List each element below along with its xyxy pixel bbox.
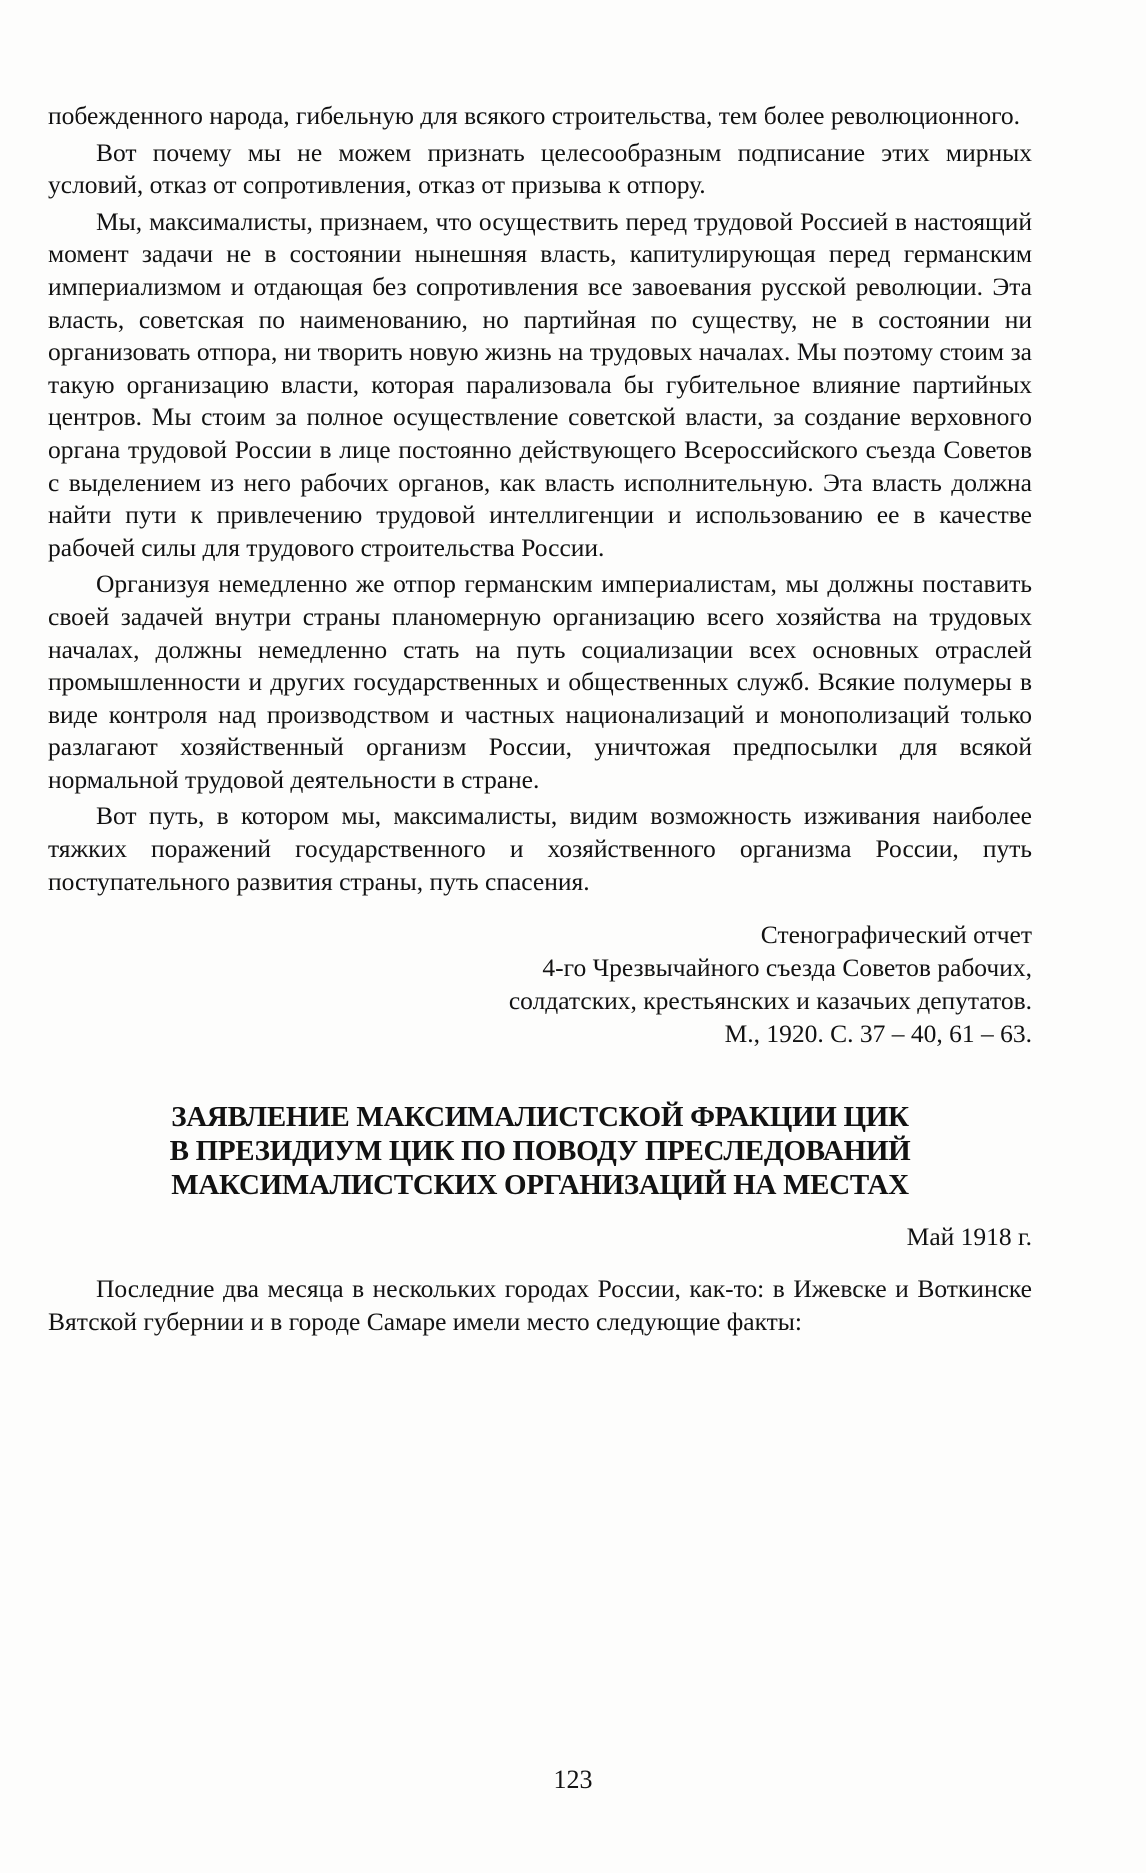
- source-citation: [48, 918, 1032, 1050]
- paragraph-1: побежденного народа, гибельную для всякого строительства, тем более революционного.: [48, 101, 1021, 130]
- paragraph-5: Вот путь, в котором мы, максималисты, видим возможность изживания наиболее тяжких поражений государственного и хозяйственного организма России, путь поступательного развития страны, путь спасения.: [48, 801, 1032, 896]
- paragraph-3: Мы, максималисты, признаем, что осуществить перед трудовой Россией в настоящий момент задачи не в состоянии нынешняя власть, капитулирующая перед германским империализмом и отдающая без сопротивления все завоевания русской революции. Эта власть, советская по наименованию, но партийная по существу, не в состоянии ни организовать отпора, ни творить новую жизнь на трудовых началах. Мы поэтому стоим за такую организацию власти, которая парализовала бы губительное влияние партийных центров. Мы стоим за полное осуществление советской власти, за создание верховного органа трудовой России в лице постоянно действующего Всероссийского съезда Советов с выделением из него рабочих органов, как власть исполнительную. Эта власть должна найти пути к привлечению трудовой интеллигенции и использованию ее в качестве рабочей силы для трудового строительства России.: [48, 206, 1032, 562]
- paragraph-after-heading: Последние два месяца в нескольких городах России, как-то: в Ижевске и Воткинске Вятской губернии и в городе Самаре имели место следующие факты:: [48, 1274, 1032, 1336]
- heading-line-3: МАКСИМАЛИСТСКИХ ОРГАНИЗАЦИЙ НА МЕСТАХ: [171, 1169, 909, 1202]
- source-line-1: Стенографический отчет: [760, 920, 1032, 950]
- page-number: 123: [553, 1765, 593, 1794]
- source-line-4: М., 1920. С. 37 – 40, 61 – 63.: [724, 1019, 1032, 1049]
- heading-line-1: ЗАЯВЛЕНИЕ МАКСИМАЛИСТСКОЙ ФРАКЦИИ ЦИК: [171, 1101, 909, 1134]
- source-line-3: солдатских, крестьянских и казачьих депутатов.: [508, 986, 1032, 1016]
- heading-line-2: В ПРЕЗИДИУМ ЦИК ПО ПОВОДУ ПРЕСЛЕДОВАНИЙ: [169, 1135, 911, 1168]
- paragraph-4: Организуя немедленно же отпор германским империалистам, мы должны поставить своей задачей внутри страны планомерную организацию всего хозяйства на трудовых началах, должны немедленно стать на путь социализации всех основных отраслей промышленности и других государственных и общественных служб. Всякие полумеры в виде контроля над производством и частных национализаций и монополизаций только разлагают хозяйственный организм России, уничтожая предпосылки для всякой нормальной трудовой деятельности в стране.: [48, 569, 1032, 794]
- source-line-2: 4-го Чрезвычайного съезда Советов рабочих,: [542, 953, 1032, 983]
- paragraph-2: Вот почему мы не можем признать целесообразным подписание этих мирных условий, отказ от сопротивления, отказ от призыва к отпору.: [48, 137, 1032, 200]
- section-heading: [48, 1100, 1032, 1202]
- main-text: [48, 100, 1032, 1338]
- document-date: Май 1918 г.: [906, 1222, 1032, 1252]
